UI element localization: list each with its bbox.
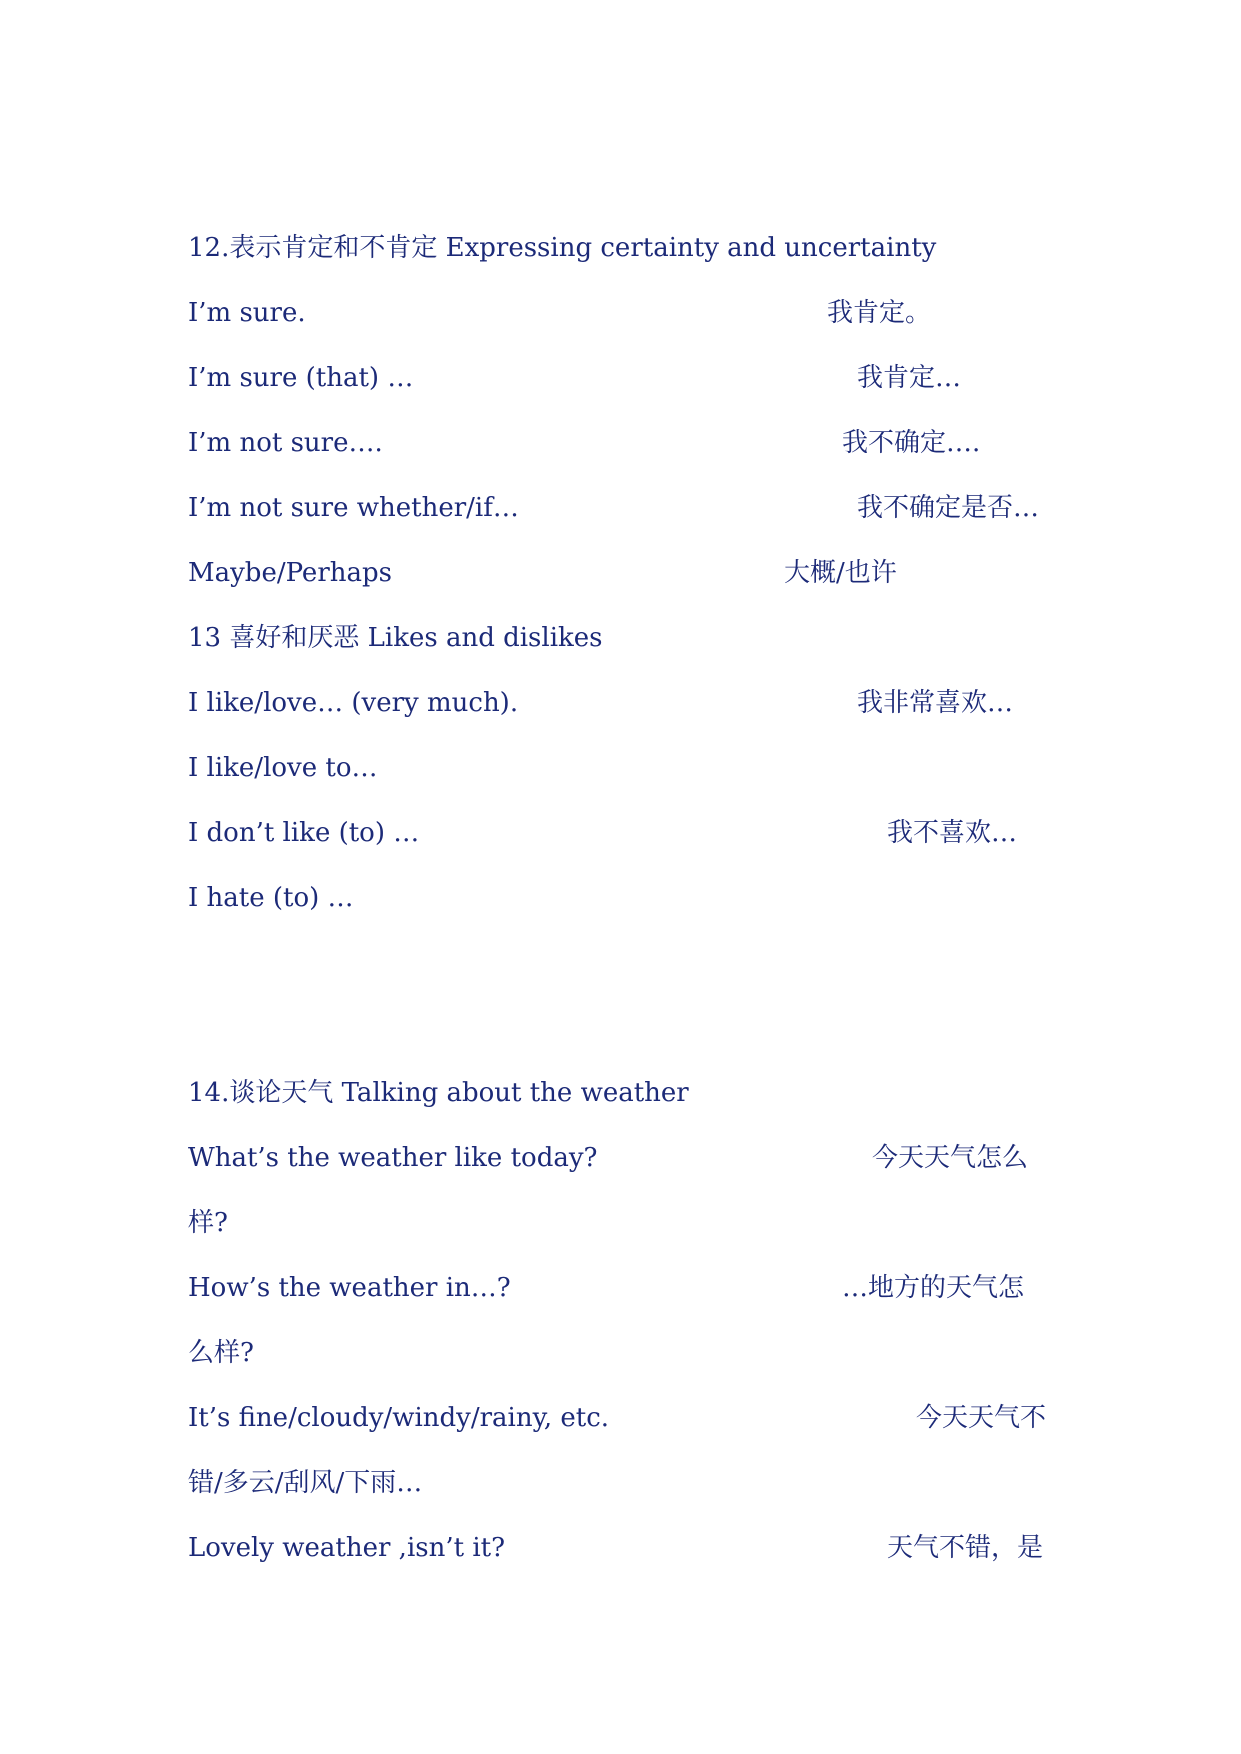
english-phrase: Lovely weather ,isn’t it? [188, 1533, 506, 1563]
english-phrase: How’s the weather in…? [188, 1273, 511, 1303]
wrapped-line [0, 1463, 1241, 1503]
wrapped-line [0, 1333, 1241, 1373]
phrase-row [0, 1268, 1241, 1308]
english-phrase: I hate (to) … [188, 883, 354, 913]
section-14-heading [0, 1073, 1241, 1113]
english-phrase: I’m sure (that) … [188, 363, 414, 393]
chinese-translation: 我肯定。 [827, 298, 932, 328]
phrase-row [0, 423, 1241, 463]
chinese-translation: 大概/也许 [784, 558, 897, 588]
phrase-row [0, 748, 1241, 788]
english-phrase: What’s the weather like today? [188, 1143, 598, 1173]
phrase-row [0, 1138, 1241, 1178]
section-title: 12.表示肯定和不肯定 Expressing certainty and uncertainty [188, 233, 937, 263]
chinese-translation: 我不确定…. [842, 428, 981, 458]
english-phrase: I don’t like (to) … [188, 818, 420, 848]
english-phrase: I like/love to… [188, 753, 378, 783]
phrase-row [0, 683, 1241, 723]
phrase-row [0, 878, 1241, 918]
chinese-translation: 天气不错，是 [887, 1533, 1044, 1563]
english-phrase: I like/love… (very much). [188, 688, 519, 718]
section-title: 14.谈论天气 Talking about the weather [188, 1078, 689, 1108]
english-phrase: I’m sure. [188, 298, 306, 328]
phrase-row [0, 293, 1241, 333]
wrapped-line [0, 1203, 1241, 1243]
phrase-row [0, 813, 1241, 853]
chinese-translation: 我不喜欢… [887, 818, 1018, 848]
chinese-translation: 我不确定是否… [857, 493, 1040, 523]
chinese-translation: 我肯定… [857, 363, 962, 393]
chinese-translation-continued: 错/多云/刮风/下雨… [188, 1468, 423, 1498]
phrase-row [0, 488, 1241, 528]
chinese-translation-continued: 么样? [188, 1338, 254, 1368]
section-12-heading [0, 228, 1241, 268]
phrase-row [0, 553, 1241, 593]
section-title: 13 喜好和厌恶 Likes and dislikes [188, 623, 603, 653]
phrase-row [0, 1398, 1241, 1438]
section-13-heading [0, 618, 1241, 658]
english-phrase: I’m not sure whether/if… [188, 493, 519, 523]
english-phrase: I’m not sure…. [188, 428, 383, 458]
phrase-row [0, 358, 1241, 398]
chinese-translation: 今天天气不 [916, 1403, 1047, 1433]
phrase-row [0, 1528, 1241, 1568]
english-phrase: It’s fine/cloudy/windy/rainy, etc. [188, 1403, 610, 1433]
english-phrase: Maybe/Perhaps [188, 558, 392, 588]
chinese-translation: 今天天气怎么 [872, 1143, 1029, 1173]
chinese-translation: 我非常喜欢… [857, 688, 1014, 718]
chinese-translation: …地方的天气怎 [842, 1273, 1025, 1303]
chinese-translation-continued: 样? [188, 1208, 228, 1238]
